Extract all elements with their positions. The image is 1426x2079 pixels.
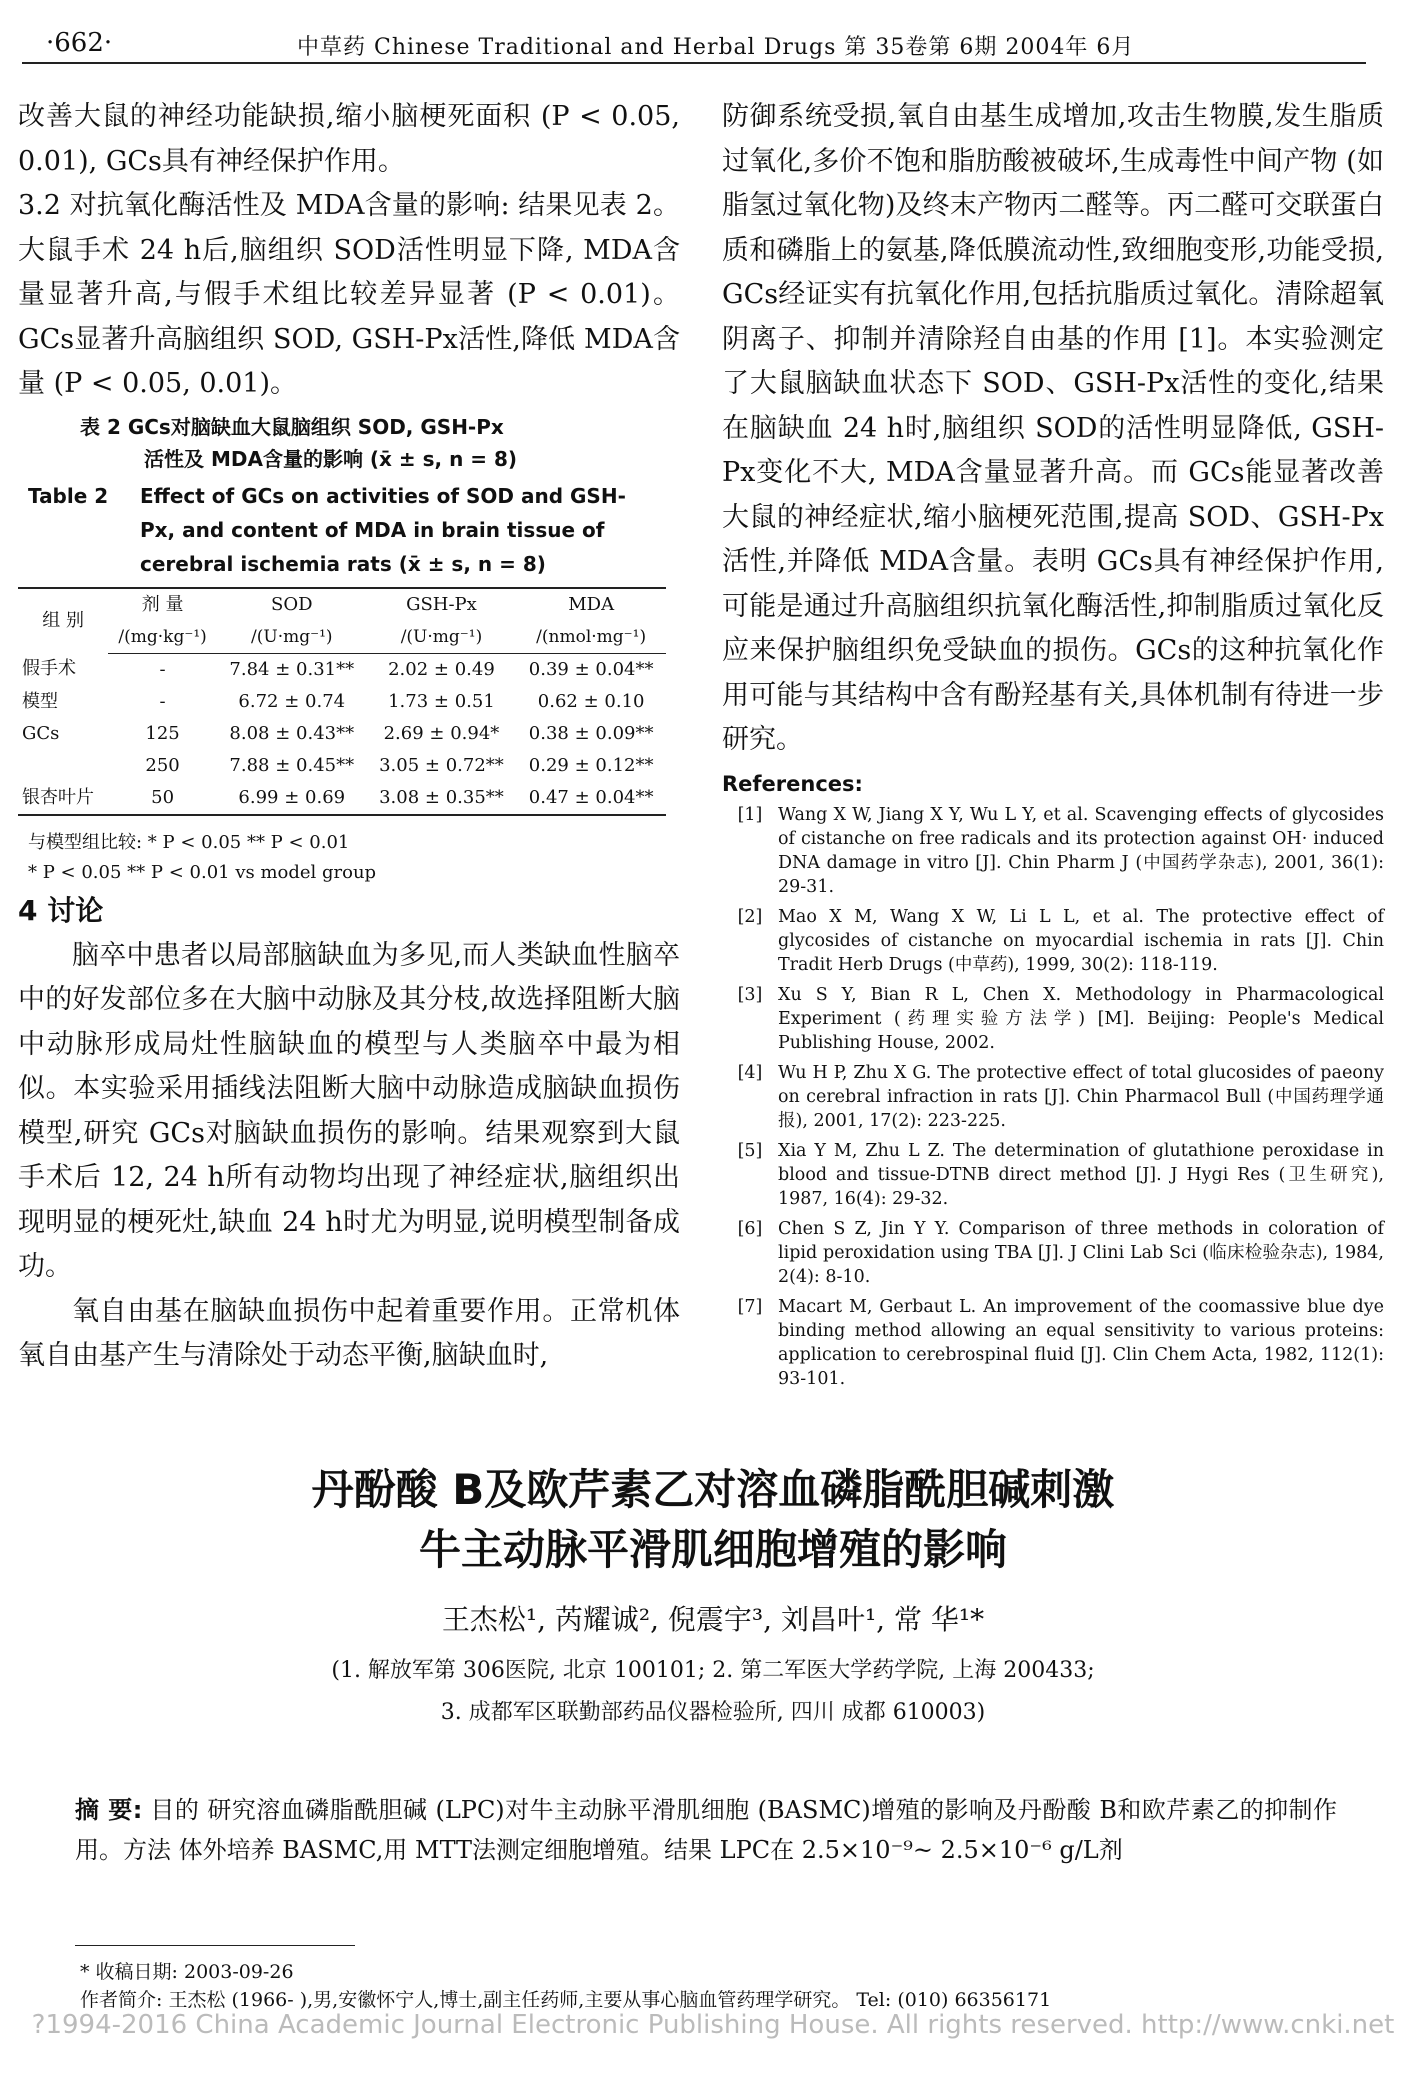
page-header [22, 22, 1366, 64]
footnote [80, 1958, 1051, 2014]
reference-item [722, 983, 1384, 1055]
article-2-title [0, 1460, 1426, 1580]
table-2-caption-cn [18, 411, 680, 475]
results-paragraph-end: 改善大鼠的神经功能缺损,缩小脑梗死面积 (P < 0.05, 0.01), GCs具有神经保护作用。 [18, 101, 680, 177]
reference-item [722, 1139, 1384, 1211]
table-unit-cell: /(nmol·mg⁻¹) [516, 621, 666, 654]
table-cell: 0.47 ± 0.04** [516, 782, 666, 815]
abstract-text: 目的 研究溶血磷脂酰胆碱 (LPC)对牛主动脉平滑肌细胞 (BASMC)增殖的影响及丹酚酸 B和欧芹素乙的抑制作用。方法 体外培养 BASMC,用 MTT法测定细胞增殖。结果 LPC在 2.5×10⁻⁹~ 2.5×10⁻⁶ g/L剂 [75, 1796, 1338, 1864]
table-row [18, 782, 666, 815]
table-row [18, 653, 666, 686]
table-note-cn: 与模型组比较: * P < 0.05 ** P < 0.01 [28, 831, 350, 853]
right-column [722, 95, 1384, 1397]
article-title-line2: 牛主动脉平滑肌细胞增殖的影响 [418, 1525, 1007, 1574]
table-cell: 125 [145, 722, 180, 744]
reference-item [722, 1217, 1384, 1289]
article-2-authors: 王杰松¹, 芮耀诚², 倪震宇³, 刘昌叶¹, 常 华¹* [441, 1603, 985, 1636]
article-2-affiliations [0, 1650, 1426, 1734]
table-cell: 假手术 [22, 658, 76, 680]
table-unit-cell: /(U·mg⁻¹) [217, 621, 367, 654]
reference-number: [7] [737, 1296, 763, 1317]
table-header-row [18, 588, 666, 621]
table-header-cell: GSH-Px [367, 588, 517, 621]
table-units-row [18, 621, 666, 654]
references-heading: References: [722, 771, 863, 796]
article-title-line1: 丹酚酸 B及欧芹素乙对溶血磷脂酰胆碱刺激 [311, 1465, 1115, 1514]
reference-number: [3] [737, 984, 763, 1005]
table-cell: 6.72 ± 0.74 [238, 690, 346, 712]
reference-number: [2] [737, 906, 763, 927]
reference-text: Xia Y M, Zhu L Z. The determination of glutathione peroxidase in blood and tissue-DTNB direct method [J]. J Hygi Res (卫生研究), 1987, 16(4): 29-32. [778, 1140, 1384, 1209]
table-cell: 6.99 ± 0.69 [217, 782, 367, 815]
table-caption-cn-line2: 活性及 MDA含量的影响 (x̄ ± s, n = 8) [144, 446, 518, 471]
table-unit-cell: /(mg·kg⁻¹) [108, 621, 217, 654]
table-cell: 1.73 ± 0.51 [388, 690, 495, 712]
reference-number: [6] [737, 1218, 763, 1239]
table-caption-en-label: Table 2 [28, 483, 109, 508]
table-cell: 0.62 ± 0.10 [537, 690, 645, 712]
table-caption-en-text: Effect of GCs on activities of SOD and GSH-Px, and content of MDA in brain tissue of cerebral ischemia rats (x̄ ± s, n = 8) [140, 483, 626, 576]
reference-text: Wu H P, Zhu X G. The protective effect of total glucosides of paeony on cerebral infraction in rats [J]. Chin Pharmacol Bull (中国药理学通报), 2001, 17(2): 223-225. [778, 1062, 1384, 1131]
journal-running-head: 中草药 Chinese Traditional and Herbal Drugs 第 35卷第 6期 2004年 6月 [297, 35, 1135, 60]
table-row [18, 750, 666, 782]
table-2-caption-en [18, 479, 680, 581]
affiliation-line2: 3. 成都军区联勤部药品仪器检验所, 四川 成都 610003) [440, 1700, 986, 1725]
page-number: ·662· [46, 28, 113, 58]
table-cell: 2.69 ± 0.94* [383, 722, 500, 744]
affiliation-line1: (1. 解放军第 306医院, 北京 100101; 2. 第二军医大学药学院, 上海 200433; [331, 1658, 1095, 1683]
reference-item [722, 1295, 1384, 1391]
table-row [18, 686, 666, 718]
table-row [18, 718, 666, 750]
table-cell: 银杏叶片 [18, 782, 108, 815]
table-cell: 250 [145, 754, 180, 776]
reference-number: [5] [737, 1140, 763, 1161]
table-cell: 0.39 ± 0.04** [528, 658, 654, 680]
discussion-paragraph-1: 脑卒中患者以局部脑缺血为多见,而人类缺血性脑卒中的好发部位多在大脑中动脉及其分枝,故选择阻断大脑中动脉形成局灶性脑缺血的模型与人类脑卒中最为相似。本实验采用插线法阻断大脑中动脉造成脑缺血损伤模型,研究 GCs对脑缺血损伤的影响。结果观察到大鼠手术后 12, 24 h所有动物均出现了神经症状,脑组织出现明显的梗死灶,缺血 24 h时尤为明显,说明模型制备成功。 [18, 939, 680, 1282]
table-header-cell: 组 别 [18, 588, 108, 654]
table-2 [18, 587, 666, 816]
table-cell: 3.08 ± 0.35** [367, 782, 517, 815]
table-cell: 模型 [22, 690, 58, 712]
left-column [18, 95, 680, 1379]
table-header-cell: SOD [217, 588, 367, 621]
reference-text: Mao X M, Wang X W, Li L L, et al. The protective effect of glycosides of cistanche on myocardial ischemia in rats [J]. Chin Tradit Herb Drugs (中草药), 1999, 30(2): 118-119. [778, 906, 1384, 975]
references-list [722, 803, 1384, 1391]
table-cell: - [159, 690, 166, 712]
table-cell: - [159, 658, 166, 680]
footnote-author-bio: 作者简介: 王杰松 (1966- ),男,安徽怀宁人,博士,副主任药师,主要从事心脑血管药理学研究。 Tel: (010) 66356171 [80, 1989, 1052, 2011]
table-cell: 3.05 ± 0.72** [379, 754, 504, 776]
article-2-abstract [75, 1790, 1337, 1870]
reference-text: Xu S Y, Bian R L, Chen X. Methodology in Pharmacological Experiment (药理实验方法学) [M]. Beijing: People's Medical Publishing House, 2002. [778, 984, 1384, 1053]
reference-text: Chen S Z, Jin Y Y. Comparison of three methods in coloration of lipid peroxidation using TBA [J]. J Clini Lab Sci (临床检验杂志), 1984, 2(4): 8-10. [778, 1218, 1384, 1287]
table-cell: 7.84 ± 0.31** [229, 658, 355, 680]
reference-number: [4] [737, 1062, 763, 1083]
abstract-label: 摘 要: [75, 1796, 143, 1824]
footnote-rule [75, 1945, 355, 1946]
reference-item [722, 803, 1384, 899]
table-cell: 0.29 ± 0.12** [528, 754, 654, 776]
table-cell: GCs [22, 722, 60, 744]
reference-item [722, 1061, 1384, 1133]
table-cell: 50 [108, 782, 217, 815]
reference-number: [1] [737, 804, 763, 825]
table-cell: 7.88 ± 0.45** [229, 754, 355, 776]
section-3-2-paragraph: 3.2 对抗氧化酶活性及 MDA含量的影响: 结果见表 2。大鼠手术 24 h后,脑组织 SOD活性明显下降, MDA含量显著升高,与假手术组比较差异显著 (P < 0.01)。GCs显著升高脑组织 SOD, GSH-Px活性,降低 MDA含量 (P < 0.05, 0.01)。 [18, 190, 680, 399]
table-note-en: * P < 0.05 ** P < 0.01 vs model group [28, 861, 377, 883]
discussion-paragraph-2: 氧自由基在脑缺血损伤中起着重要作用。正常机体氧自由基产生与清除处于动态平衡,脑缺血时, [18, 1295, 680, 1371]
copyright-watermark: ?1994-2016 China Academic Journal Electronic Publishing House. All rights reserved. http://www.cnki.net [31, 2010, 1395, 2040]
table-cell: 2.02 ± 0.49 [388, 658, 495, 680]
table-cell [18, 750, 108, 782]
table-header-cell: MDA [516, 588, 666, 621]
footnote-received-date: * 收稿日期: 2003-09-26 [80, 1961, 294, 1983]
table-cell: 0.38 ± 0.09** [528, 722, 654, 744]
discussion-paragraph-continued: 防御系统受损,氧自由基生成增加,攻击生物膜,发生脂质过氧化,多价不饱和脂肪酸被破坏,生成毒性中间产物 (如脂氢过氧化物)及终末产物丙二醛等。丙二醛可交联蛋白质和磷脂上的氨基,降低膜流动性,致细胞变形,功能受损, GCs经证实有抗氧化作用,包括抗脂质过氧化。清除超氧阴离子、抑制并清除羟自由基的作用 [1]。本实验测定了大鼠脑缺血状态下 SOD、GSH-Px活性的变化,结果在脑缺血 24 h时,脑组织 SOD的活性明显降低, GSH-Px变化不大, MDA含量显著升高。而 GCs能显著改善大鼠的神经症状,缩小脑梗死范围,提高 SOD、GSH-Px活性,并降低 MDA含量。表明 GCs具有神经保护作用,可能是通过升高脑组织抗氧化酶活性,抑制脂质过氧化反应来保护脑组织免受缺血的损伤。GCs的这种抗氧化作用可能与其结构中含有酚羟基有关,具体机制有待进一步研究。 [722, 101, 1384, 755]
table-header-cell: 剂 量 [108, 588, 217, 621]
reference-text: Wang X W, Jiang X Y, Wu L Y, et al. Scavenging effects of glycosides of cistanche on free radicals and its protection against OH· induced DNA damage in vitro [J]. Chin Pharm J (中国药学杂志), 2001, 36(1): 29-31. [778, 804, 1384, 897]
table-cell: 8.08 ± 0.43** [229, 722, 355, 744]
reference-item [722, 905, 1384, 977]
table-caption-cn-line1: 表 2 GCs对脑缺血大鼠脑组织 SOD, GSH-Px [80, 414, 504, 439]
reference-text: Macart M, Gerbaut L. An improvement of the coomassive blue dye binding method allowing an equal sensitivity to various proteins: application to cerebrospinal fluid [J]. Clin Chem Acta, 1982, 112(1): 93-101. [778, 1296, 1384, 1389]
section-4-heading: 4 讨论 [18, 893, 104, 927]
table-unit-cell: /(U·mg⁻¹) [367, 621, 517, 654]
